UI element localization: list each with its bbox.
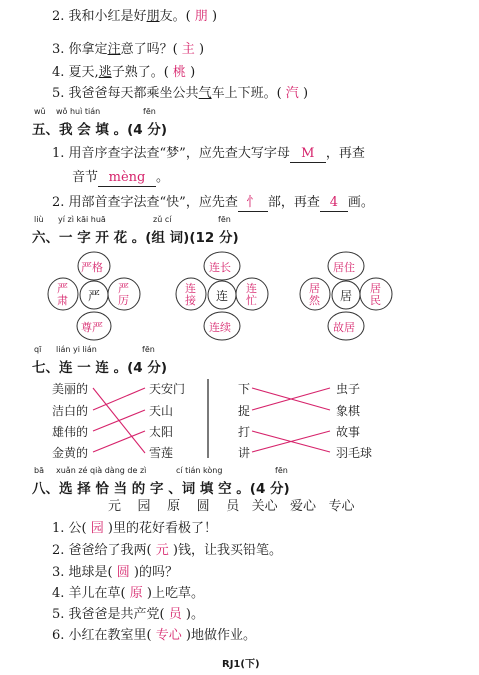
flower-2-word-top: 连长 xyxy=(209,261,231,274)
flower-1-word-top: 严格 xyxy=(81,261,103,274)
s7-left-a-1: 美丽的 xyxy=(52,382,89,396)
s6-pinyin-4: fēn xyxy=(218,215,231,224)
s5-q2-answer-strokes: 4 xyxy=(320,195,348,212)
s7-line-jiebai-tiananmen xyxy=(93,388,145,410)
flower-1-center: 严 xyxy=(88,289,101,303)
flower-2-center: 连 xyxy=(216,289,229,303)
s8-item-5: 5. 我爸爸是共产党( 员 )。 xyxy=(52,607,204,622)
s4-item-2: 2. 我和小红是好朋友。( 朋 ) xyxy=(52,9,218,24)
section6-title: 六、一 字 开 花 。(组 词)(12 分) xyxy=(32,230,239,246)
s5-pinyin-3: fēn xyxy=(143,107,156,116)
s7-pinyin-1: qī xyxy=(34,345,42,354)
s7-right-a-4: 讲 xyxy=(238,446,251,460)
s7-pinyin-3: fēn xyxy=(142,345,155,354)
s6-pinyin-3: zǔ cí xyxy=(153,215,172,224)
flower-1-word-bottom: 尊严 xyxy=(81,321,103,334)
s4-answer-3: 主 xyxy=(181,42,195,57)
s8-answer-2: 元 xyxy=(155,543,169,558)
section8-title: 八、选 择 恰 当 的 字 、词 填 空 。(4 分) xyxy=(32,481,290,497)
section5-title: 五、我 会 填 。(4 分) xyxy=(32,122,168,138)
s5-q1-answer-letter: M xyxy=(290,146,326,163)
s8-answer-4: 原 xyxy=(129,586,143,601)
s7-left-a-3: 雄伟的 xyxy=(52,425,89,439)
s4-answer-4: 桃 xyxy=(172,65,186,80)
s8-pinyin-1: bā xyxy=(34,466,44,475)
s7-right-b-2: 象棋 xyxy=(336,404,361,418)
s7-line-jinhuang-taiyang xyxy=(93,431,145,452)
s8-answer-3: 圆 xyxy=(116,565,130,580)
s5-q1-answer-syllable: mèng xyxy=(98,170,156,187)
page-footer: RJ1(下) xyxy=(222,659,260,670)
s8-item-2: 2. 爸爸给了我两( 元 )钱，让我买铅笔。 xyxy=(52,543,282,558)
flower-1-word-right: 严厉 xyxy=(118,282,129,307)
flower-3-word-right: 居民 xyxy=(370,282,381,307)
s7-left-b-3: 太阳 xyxy=(149,425,174,439)
s7-left-b-2: 天山 xyxy=(149,404,174,418)
flower-1-word-left: 严肃 xyxy=(57,282,68,307)
s4-answer-2: 朋 xyxy=(194,9,208,24)
flower-3-word-top: 居住 xyxy=(333,261,355,274)
s5-q1-line2: 音节 mèng 。 xyxy=(72,170,170,185)
flower-2-word-bottom: 连续 xyxy=(209,321,231,334)
s6-pinyin-2: yí zì kāi huā xyxy=(58,215,106,224)
s7-right-a-2: 捉 xyxy=(238,404,251,418)
s7-pinyin-2: lián yi lián xyxy=(56,345,97,354)
s4-answer-5: 汽 xyxy=(285,86,299,101)
s5-pinyin-2: wǒ huì tián xyxy=(56,107,101,116)
s7-right-a-3: 打 xyxy=(238,425,251,439)
s6-pinyin-1: liù xyxy=(34,215,44,224)
section7-title: 七、连 一 连 。(4 分) xyxy=(32,360,168,376)
s8-item-6: 6. 小红在教室里( 专心 )地做作业。 xyxy=(52,628,256,643)
s5-q1: 1. 用音序查字法查“梦”，应先查大写字母 M ，再查 xyxy=(52,146,365,161)
s4-item-5: 5. 我爸爸每天都乘坐公共气车上下班。( 汽 ) xyxy=(52,86,309,101)
flower-3-center: 居 xyxy=(340,289,353,303)
s7-right-b-4: 羽毛球 xyxy=(336,446,373,460)
s4-item-3: 3. 你拿定注意了吗？( 主 ) xyxy=(52,42,205,57)
s5-q2: 2. 用部首查字法查“快”，应先查 忄 部，再查 4 画。 xyxy=(52,195,374,210)
flower-2-word-right: 连忙 xyxy=(246,282,257,307)
flower-3-word-left: 居然 xyxy=(309,282,320,307)
s7-right-b-3: 故事 xyxy=(336,425,361,439)
s8-pinyin-4: fēn xyxy=(275,466,288,475)
flower-2-word-left: 连接 xyxy=(185,282,196,307)
s7-left-b-4: 雪莲 xyxy=(149,446,174,460)
s7-left-b-1: 天安门 xyxy=(149,382,186,396)
s8-item-3: 3. 地球是( 圆 )的吗？ xyxy=(52,565,178,580)
s7-right-a-1: 下 xyxy=(238,382,251,396)
s7-left-a-2: 洁白的 xyxy=(52,404,89,418)
s5-q2-answer-radical: 忄 xyxy=(238,195,268,212)
s8-answer-6: 专心 xyxy=(155,628,182,643)
s8-pinyin-2: xuǎn zé qià dàng de zì xyxy=(56,466,147,475)
s8-item-4: 4. 羊儿在草( 原 )上吃草。 xyxy=(52,586,204,601)
s8-item-1: 1. 公( 园 )里的花好看极了！ xyxy=(52,521,217,536)
s8-answer-5: 员 xyxy=(168,607,182,622)
flower-3-word-bottom: 故居 xyxy=(333,321,355,334)
s4-item-4: 4. 夏天,逃子熟了。( 桃 ) xyxy=(52,65,196,80)
s8-pinyin-3: cí tián kòng xyxy=(176,466,223,475)
s7-left-a-4: 金黄的 xyxy=(52,446,89,460)
s7-right-b-1: 虫子 xyxy=(336,382,361,396)
s8-options: 元 园 原 圆 员 关心 爱心 专心 xyxy=(108,499,355,514)
s5-pinyin-1: wǔ xyxy=(34,107,46,116)
s8-answer-1: 园 xyxy=(90,521,104,536)
s7-line-xiongwei-tianshan xyxy=(93,410,145,431)
